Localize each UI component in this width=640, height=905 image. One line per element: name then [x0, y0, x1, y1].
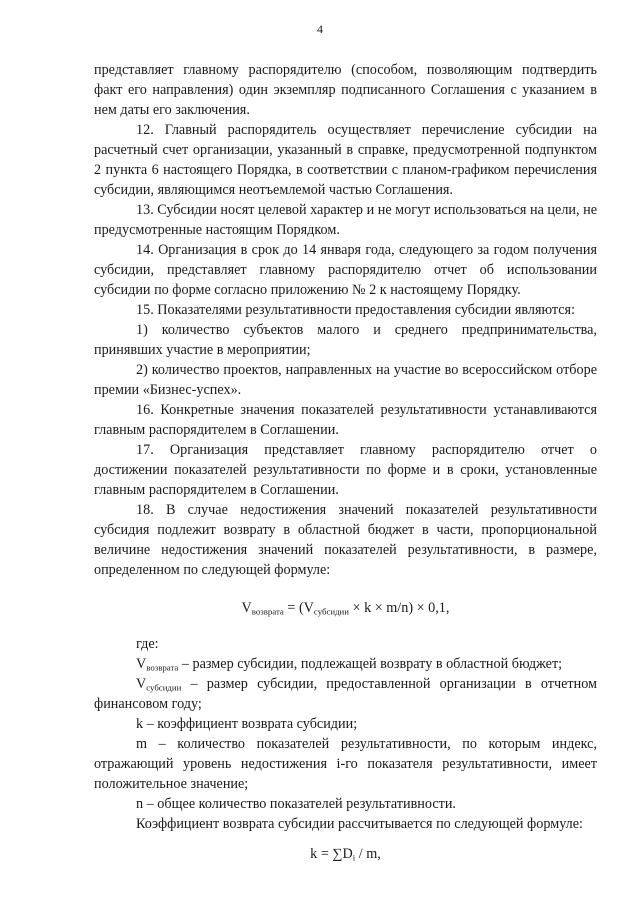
formula-v2: V — [303, 600, 314, 616]
def-sym-v-subsidii: V — [136, 676, 147, 692]
where-label: где: — [136, 636, 159, 652]
definition-n: n – общее количество показателей результативности. — [136, 796, 456, 812]
paragraph-17: 17. Организация представляет главному распорядителю отчет о достижении показателей результативности по форме и в сроки, установленные главным распорядителем в Соглашении. — [94, 442, 597, 498]
def-text-subsidii: – размер субсидии, предоставленной организации в отчетном финансовом году; — [94, 676, 597, 712]
paragraph-14: 14. Организация в срок до 14 января года, следующего за годом получения субсидии, представляет главному распорядителю отчет об использовании субсидии по форме согласно приложению № 2 к настоящему Порядку. — [94, 242, 597, 298]
formula-eq-open: = ( — [283, 600, 304, 616]
coefficient-formula — [94, 844, 597, 864]
definition-v-subsidii — [94, 674, 597, 714]
paragraph-intro: представляет главному распорядителю (способом, позволяющим подтвердить факт его направления) один экземпляр подписанного Соглашения с указанием в нем даты его заключения. — [94, 62, 597, 118]
formula-sub-subsidii: субсидии — [313, 606, 349, 617]
k-formula-lhs: k = ∑D — [310, 846, 353, 862]
k-formula-sub: i — [352, 852, 356, 863]
definition-v-vozvrata — [94, 654, 597, 674]
formula-rest: × k × m/n) × 0,1, — [348, 600, 450, 616]
definition-m: m – количество показателей результативности, по которым индекс, отражающий уровень недостижения i-го показателя результативности, имеет положительное значение; — [94, 736, 597, 792]
def-text-vozvrata: – размер субсидии, подлежащей возврату в областной бюджет; — [178, 656, 563, 672]
paragraph-15-item-1: 1) количество субъектов малого и среднего предпринимательства, принявших участие в мероприятии; — [94, 322, 597, 358]
paragraph-15-item-2: 2) количество проектов, направленных на участие во всероссийском отборе премии «Бизнес-успех». — [94, 362, 597, 398]
paragraph-16: 16. Конкретные значения показателей результативности устанавливаются главным распорядителем в Соглашении. — [94, 402, 597, 438]
definition-k: k – коэффициент возврата субсидии; — [136, 716, 358, 732]
def-sym-v: V — [136, 656, 147, 672]
paragraph-18: 18. В случае недостижения значений показателей результативности субсидия подлежит возврату в областной бюджет в части, пропорциональной величине недостижения значений показателей результативности, в размере, определенном по следующей формуле: — [94, 502, 597, 578]
formula-v: V — [241, 600, 252, 616]
paragraph-coefficient: Коэффициент возврата субсидии рассчитывается по следующей формуле: — [136, 816, 583, 832]
def-sub-subsidii: субсидии — [146, 682, 182, 693]
variable-definitions — [94, 654, 597, 814]
paragraph-13: 13. Субсидии носят целевой характер и не могут использоваться на цели, не предусмотренные настоящим Порядком. — [94, 202, 597, 238]
paragraph-12: 12. Главный распорядитель осуществляет перечисление субсидии на расчетный счет организации, указанный в справке, предусмотренной подпунктом 2 пункта 6 настоящего Порядка, в соответствии с планом-графиком перечисления субсидии, являющимся неотъемлемой частью Соглашения. — [94, 122, 597, 198]
paragraph-15: 15. Показателями результативности предоставления субсидии являются: — [136, 302, 576, 318]
def-sub-vozvrata: возврата — [146, 662, 179, 673]
page-number: 4 — [317, 22, 323, 36]
document-body — [94, 60, 597, 864]
formula-sub-vozvrata: возврата — [251, 606, 284, 617]
k-formula-rhs: / m, — [355, 846, 381, 862]
refund-formula — [94, 598, 597, 618]
